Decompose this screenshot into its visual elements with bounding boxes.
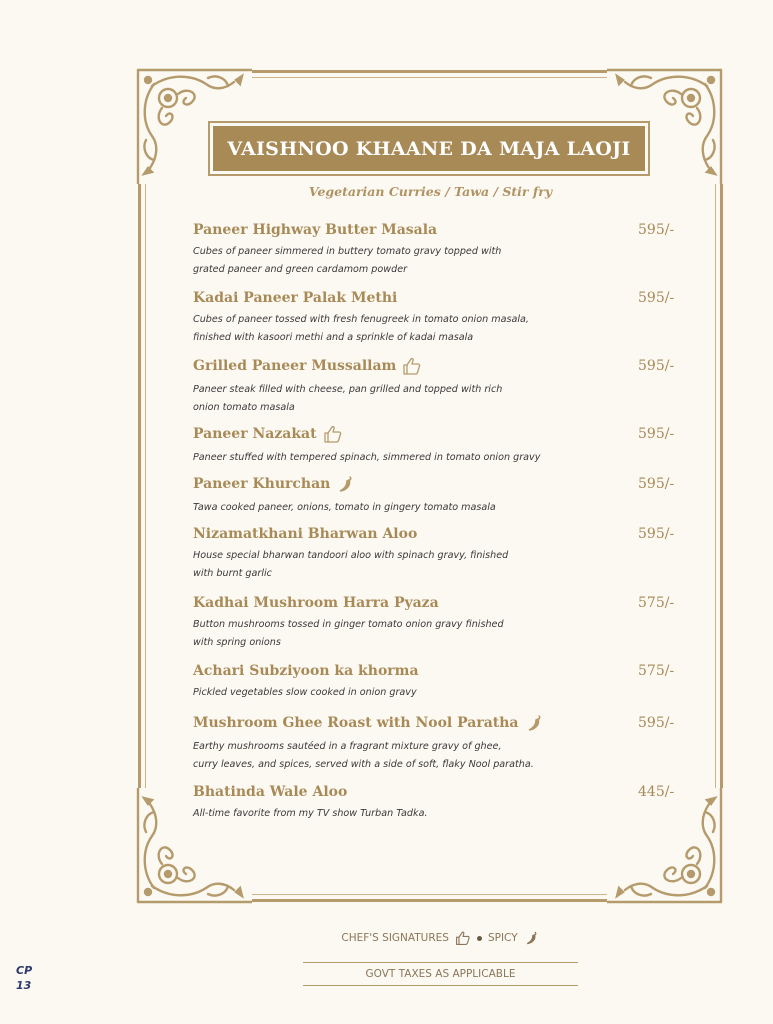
menu-item-description: Cubes of paneer simmered in buttery tomato gravy topped with grated paneer and green cardamom powder [193,246,502,275]
menu-item-name: Paneer Nazakat [193,424,343,444]
menu-item [193,595,688,652]
menu-item [193,290,688,347]
menu-item [193,424,688,467]
menu-item [193,356,688,417]
menu-item-price: 575/- [638,595,675,611]
menu-item-price: 445/- [638,784,675,800]
legend-separator-dot [477,936,482,941]
menu-item [193,663,688,702]
menu-item-name: Bhatinda Wale Aloo [193,784,348,800]
menu-item [193,222,688,279]
menu-item-price: 595/- [638,526,675,542]
section-subtitle: Vegetarian Curries / Tawa / Stir fry [308,184,553,199]
menu-item [193,784,688,823]
menu-item-description: Cubes of paneer tossed with fresh fenugreek in tomato onion masala, finished with kasoori methi and a sprinkle of kadai masala [193,314,529,343]
menu-item-description: Pickled vegetables slow cooked in onion gravy [193,687,417,698]
chili-icon [336,474,356,494]
menu-item-description: Button mushrooms tossed in ginger tomato onion gravy finished with spring onions [193,619,504,648]
menu-item-name: Mushroom Ghee Roast with Nool Paratha [193,713,545,733]
menu-item [193,526,688,583]
chili-icon [525,713,545,733]
legend-signatures-label: CHEF'S SIGNATURES [341,932,449,944]
menu-item-price: 575/- [638,663,675,679]
menu-item-name: Kadhai Mushroom Harra Pyaza [193,595,439,611]
page-number: CP 13 [16,964,33,992]
legend-spicy-label: SPICY [487,932,518,944]
chili-icon [524,930,540,946]
thumbs-up-icon [402,356,422,376]
menu-item-name: Kadai Paneer Palak Methi [193,290,398,306]
taxes-note: GOVT TAXES AS APPLICABLE [303,962,578,986]
menu-item-price: 595/- [638,426,675,442]
menu-item [193,474,688,517]
menu-item-description: All-time favorite from my TV show Turban Tadka. [193,808,428,819]
menu-item-name: Achari Subziyoon ka khorma [193,663,419,679]
menu-item [193,713,688,774]
menu-item-description: Earthy mushrooms sautéed in a fragrant mixture gravy of ghee, curry leaves, and spices, served with a side of soft, flaky Nool paratha. [193,741,534,770]
menu-item-price: 595/- [638,222,675,238]
menu-item-name: Paneer Khurchan [193,474,356,494]
menu-item-name: Paneer Highway Butter Masala [193,222,438,238]
menu-item-name: Nizamatkhani Bharwan Aloo [193,526,418,542]
section-title-badge [208,121,650,176]
menu-item-description: House special bharwan tandoori aloo with spinach gravy, finished with burnt garlic [193,550,509,579]
menu-item-price: 595/- [638,358,675,374]
menu-item-price: 595/- [638,715,675,731]
menu-item-description: Paneer steak filled with cheese, pan grilled and topped with rich onion tomato masala [193,384,503,413]
thumbs-up-icon [455,930,471,946]
section-title: VAISHNOO KHAANE DA MAJA LAOJI [213,126,645,171]
menu-item-price: 595/- [638,476,675,492]
legend [303,930,578,946]
menu-item-name: Grilled Paneer Mussallam [193,356,422,376]
menu-item-price: 595/- [638,290,675,306]
menu-item-description: Paneer stuffed with tempered spinach, simmered in tomato onion gravy [193,452,541,463]
thumbs-up-icon [323,424,343,444]
menu-item-description: Tawa cooked paneer, onions, tomato in gingery tomato masala [193,502,496,513]
